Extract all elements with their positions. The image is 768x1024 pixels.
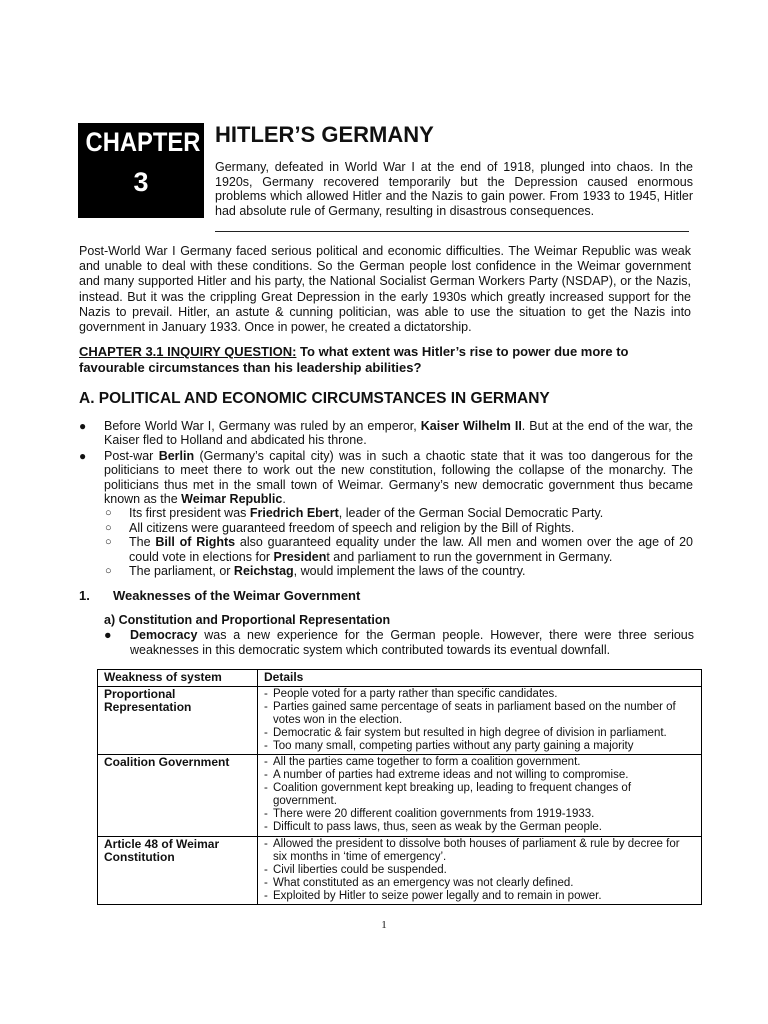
inquiry-question (79, 344, 691, 376)
dash-icon: - (264, 726, 268, 739)
dash-icon: - (264, 876, 268, 889)
bullet-list (79, 419, 693, 579)
dash-icon: - (264, 820, 268, 833)
weaknesses-table (97, 669, 702, 905)
detail-item (264, 890, 696, 903)
detail-item (264, 769, 696, 782)
bullet-text: . But at the end of the war, the Kaiser fled to Holland and abdicated his throne. (104, 419, 694, 448)
detail-text: Too many small, competing parties without any party gaining a majority (273, 739, 634, 752)
dash-icon: - (264, 782, 268, 795)
detail-text: Parties gained same percentage of seats in parliament based on the number of votes won in the election. (273, 700, 676, 726)
sub-bold: Presiden (273, 549, 327, 564)
sub-list-item (79, 535, 693, 564)
detail-item (264, 756, 696, 769)
detail-text: Civil liberties could be suspended. (273, 863, 447, 876)
chapter-word: CHAPTER (85, 127, 201, 157)
subsection-number: 1. (79, 588, 90, 603)
bullet-icon: ● (104, 628, 112, 642)
subsubsection-heading: a) Constitution and Proportional Representation (104, 613, 391, 627)
detail-item (264, 821, 696, 834)
dash-icon: - (264, 889, 268, 902)
sub-text: also guaranteed equality under the law. All men and women over the age of 20 could vote in elections for (129, 535, 694, 564)
details-list (264, 688, 696, 753)
bullet-bold: Kaiser Wilhelm II (420, 419, 522, 433)
page-number: 1 (381, 919, 387, 931)
sub-bold: Friedrich Ebert (249, 506, 339, 521)
weakness-cell: Article 48 of Weimar Constitution (98, 836, 258, 905)
sub-bold: Reichstag (233, 564, 294, 579)
inquiry-label: CHAPTER 3.1 INQUIRY QUESTION: (79, 344, 297, 359)
dash-icon: - (264, 739, 268, 752)
detail-text: Difficult to pass laws, thus, seen as weak by the German people. (273, 820, 602, 833)
table-row (98, 686, 702, 755)
sub-bullet-list (104, 506, 693, 578)
circle-bullet-icon: ○ (105, 565, 112, 578)
chapter-badge (78, 123, 204, 218)
bullet-icon: ● (79, 419, 87, 433)
table-row (98, 755, 702, 836)
democracy-bullet (104, 628, 694, 657)
detail-item (264, 838, 696, 864)
details-cell (258, 755, 702, 836)
detail-item (264, 782, 696, 808)
detail-item (264, 688, 696, 701)
details-list (264, 756, 696, 833)
details-cell (258, 686, 702, 755)
detail-text: Allowed the president to dissolve both houses of parliament & rule by decree for six months in ‘time of emergency’. (273, 837, 680, 863)
bullet-icon: ● (79, 448, 87, 463)
sub-bold: Bill of Rights (155, 535, 236, 550)
dash-icon: - (264, 756, 268, 769)
header-weakness: Weakness of system (98, 670, 258, 687)
detail-text: What constituted as an emergency was not clearly defined. (273, 876, 574, 889)
sub-text: , would implement the laws of the country. (293, 564, 526, 579)
circle-bullet-icon: ○ (105, 521, 112, 534)
detail-item (264, 727, 696, 740)
sub-text: t and parliament to run the government in Germany. (326, 549, 613, 564)
subsection-title: Weaknesses of the Weimar Government (113, 588, 361, 603)
detail-item (264, 701, 696, 727)
chapter-number: 3 (133, 167, 149, 197)
democracy-bold: Democracy (130, 628, 198, 642)
details-cell (258, 836, 702, 905)
detail-text: A number of parties had extreme ideas and not willing to compromise. (273, 769, 629, 782)
intro-divider (215, 231, 689, 232)
dash-icon: - (264, 837, 268, 850)
dash-icon: - (264, 687, 268, 700)
table-body (98, 686, 702, 905)
bullet-text: (Germany’s capital city) was in such a chaotic state that it was too dangerous for the politicians to meet there to work out the new constitution, following the collapse of the monarchy. The politicians thus met in the small town of Weimar. Germany’s new democratic government thus became known as the (104, 448, 694, 507)
detail-text: Democratic & fair system but resulted in high degree of division in parliament. (273, 726, 667, 739)
detail-text: Exploited by Hitler to seize power legally and to remain in power. (273, 889, 602, 902)
table-row (98, 836, 702, 905)
detail-item (264, 740, 696, 753)
inquiry-text: To what extent was Hitler’s rise to power due more to favourable circumstances than his leadership abilities? (79, 344, 629, 375)
bullet-text: Before World War I, Germany was ruled by an emperor, (104, 419, 421, 433)
subsection-heading (79, 588, 360, 604)
weakness-cell: Proportional Representation (98, 686, 258, 755)
sub-text: The (129, 535, 156, 550)
sub-list-item (79, 506, 693, 520)
intro-paragraph: Germany, defeated in World War I at the end of 1918, plunged into chaos. In the 1920s, Germany recovered temporarily but the Depression caused enormous problems which allowed Hitler and the Nazis to gain power. From 1933 to 1945, Hitler had absolute rule of Germany, resulting in disastrous consequences. (215, 160, 693, 218)
detail-text: Coalition government kept breaking up, leading to frequent changes of government. (273, 782, 632, 808)
circle-bullet-icon: ○ (105, 507, 112, 520)
bullet-text: Post-war (104, 448, 159, 463)
dash-icon: - (264, 769, 268, 782)
header-details: Details (258, 670, 702, 687)
details-list (264, 838, 696, 903)
detail-text: People voted for a party rather than specific candidates. (273, 687, 558, 700)
sub-text: Its first president was (129, 506, 250, 521)
detail-item (264, 864, 696, 877)
dash-icon: - (264, 808, 268, 821)
sub-list-item (79, 564, 693, 578)
section-heading: A. POLITICAL AND ECONOMIC CIRCUMSTANCES IN GERMANY (79, 390, 550, 407)
bullet-bold: Weimar Republic (181, 492, 283, 507)
detail-text: All the parties came together to form a coalition government. (273, 756, 581, 769)
weakness-cell: Coalition Government (98, 755, 258, 836)
list-item (79, 419, 693, 448)
sub-list-item (79, 521, 693, 535)
body-paragraph: Post-World War I Germany faced serious political and economic difficulties. The Weimar Republic was weak and unable to deal with these conditions. So the German people lost confidence in the Weimar government and many supported Hitler and his party, the National Socialist German Workers Party (NSDAP), or the Nazis, instead. But it was the crippling Great Depression in the early 1930s which greatly increased support for the Nazis to prevail. Hitler, an astute & cunning politician, was able to use the situation to get the Nazis into government in January 1933. Once in power, he created a dictatorship. (79, 244, 691, 335)
detail-item (264, 877, 696, 890)
detail-text: There were 20 different coalition governments from 1919-1933. (273, 808, 595, 821)
circle-bullet-icon: ○ (105, 536, 112, 549)
dash-icon: - (264, 863, 268, 876)
sub-text: All citizens were guaranteed freedom of speech and religion by the Bill of Rights. (129, 520, 575, 535)
democracy-text (104, 628, 694, 657)
page-title: HITLER’S GERMANY (215, 122, 434, 147)
list-item (79, 449, 693, 579)
bullet-bold: Berlin (158, 448, 195, 463)
democracy-body: was a new experience for the German people. However, there were three serious weaknesses in this democratic system which contributed towards its eventual downfall. (130, 628, 694, 657)
table-header-row (98, 670, 702, 687)
bullet-text: . (282, 492, 286, 507)
detail-item (264, 808, 696, 821)
sub-text: The parliament, or (129, 564, 234, 579)
sub-text: , leader of the German Social Democratic Party. (338, 506, 604, 521)
dash-icon: - (264, 700, 268, 713)
